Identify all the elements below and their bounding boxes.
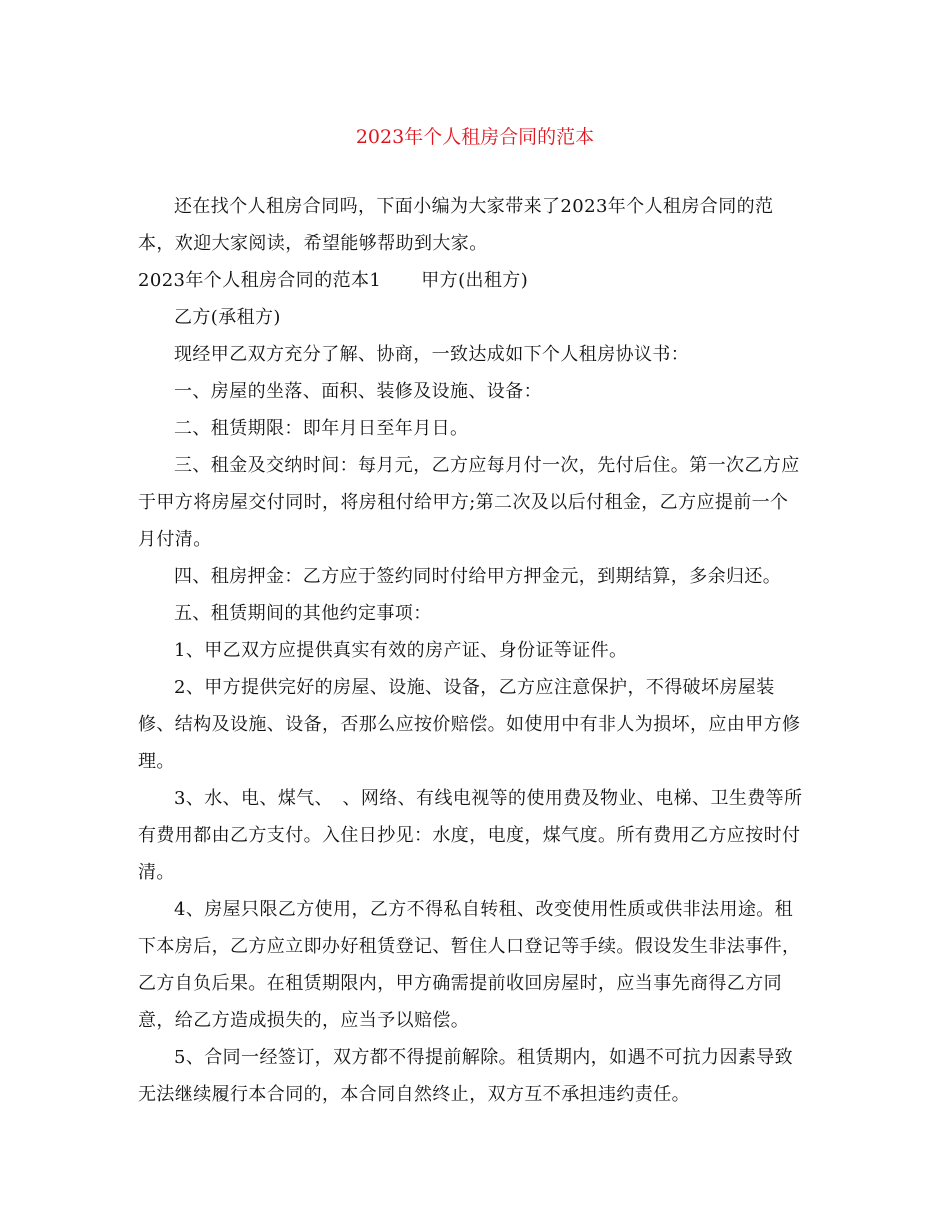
- clause-3: 三、租金及交纳时间：每月元，乙方应每月付一次，先付后住。第一次乙方应于甲方将房屋交付同时，将房租付给甲方;第二次及以后付租金，乙方应提前一个月付清。: [138, 455, 800, 550]
- document-body: [138, 188, 803, 1113]
- item-5: 5、合同一经签订，双方都不得提前解除。租赁期内，如遇不可抗力因素导致无法继续履行本合同的，本合同自然终止，双方互不承担违约责任。: [138, 1047, 794, 1105]
- party-a-label: 甲方(出租方): [421, 270, 529, 291]
- agreement-intro: 现经甲乙双方充分了解、协商，一致达成如下个人租房协议书：: [174, 344, 690, 365]
- item-3: 3、水、电、煤气、 、网络、有线电视等的使用费及物业、电梯、卫生费等所有费用都由乙方支付。入住日抄见：水度，电度，煤气度。所有费用乙方应按时付清。: [138, 788, 803, 883]
- section-heading-line: [138, 262, 803, 299]
- section-heading: 2023年个人租房合同的范本1: [138, 270, 382, 291]
- item-2: 2、甲方提供完好的房屋、设施、设备，乙方应注意保护，不得破坏房屋装修、结构及设施、设备，否那么应按价赔偿。如使用中有非人为损坏，应由甲方修理。: [138, 677, 801, 772]
- clause-4: 四、租房押金：乙方应于签约同时付给甲方押金元，到期结算，多余归还。: [174, 566, 782, 587]
- clause-5: 五、租赁期间的其他约定事项：: [174, 603, 432, 624]
- intro-paragraph: 还在找个人租房合同吗，下面小编为大家带来了2023年个人租房合同的范本，欢迎大家阅读，希望能够帮助到大家。: [138, 196, 774, 254]
- item-4: 4、房屋只限乙方使用，乙方不得私自转租、改变使用性质或供非法用途。租下本房后，乙方应立即办好租赁登记、暂住人口登记等手续。假设发生非法事件，乙方自负后果。在租赁期限内，甲方确需提前收回房屋时，应当事先商得乙方同意，给乙方造成损失的，应当予以赔偿。: [138, 899, 801, 1031]
- party-b-label: 乙方(承租方): [174, 307, 281, 328]
- document-title: 2023年个人租房合同的范本: [355, 126, 595, 148]
- item-1: 1、甲乙双方应提供真实有效的房产证、身份证等证件。: [174, 640, 628, 661]
- clause-1: 一、房屋的坐落、面积、装修及设施、设备：: [174, 381, 542, 402]
- clause-2: 二、租赁期限：即年月日至年月日。: [174, 418, 469, 439]
